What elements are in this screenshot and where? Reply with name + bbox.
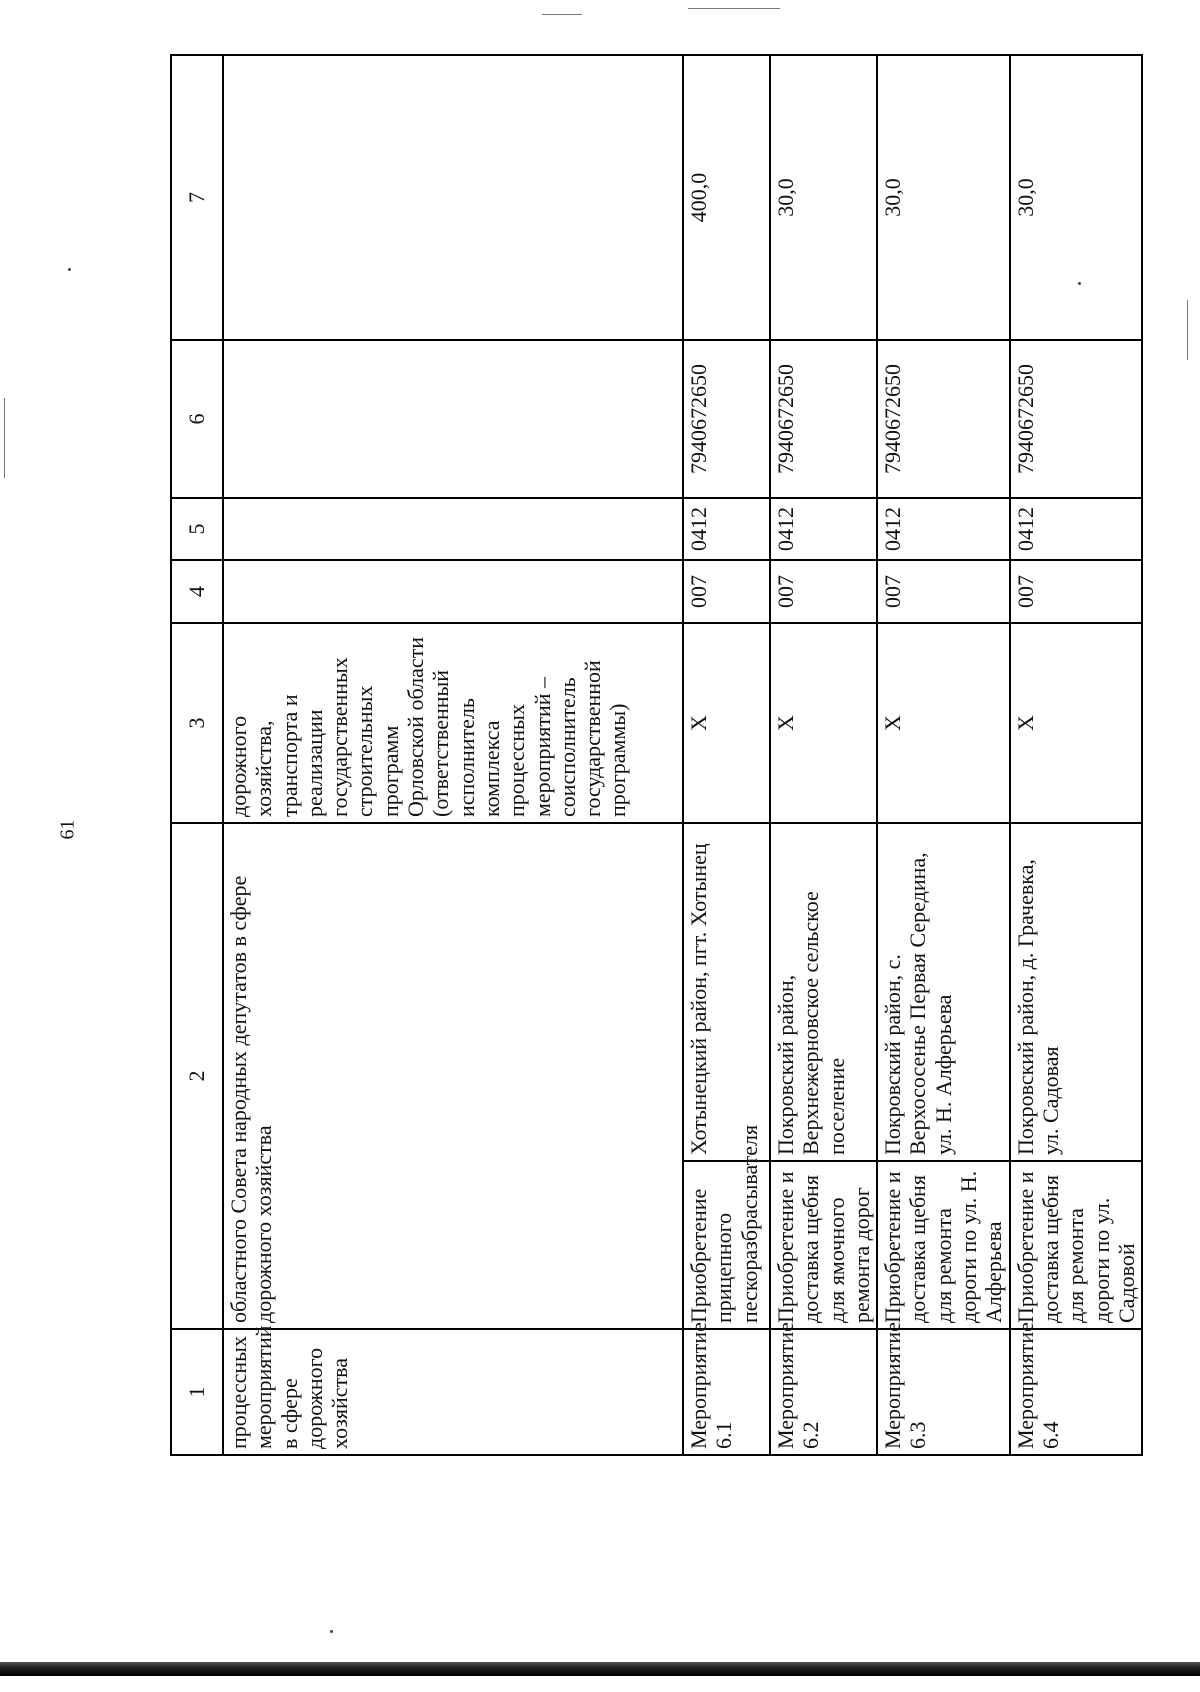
event-name: Приобретение и доставка щебня для ямочного ремонта дорог (770, 1161, 877, 1329)
event-grbs: 007 (877, 560, 1009, 623)
header-col-4: 4 (171, 560, 223, 623)
event-place: Покровский район, Верхнежерновское сельское поселение (770, 823, 877, 1161)
event-section: 0412 (1010, 498, 1142, 560)
scan-artifact (1187, 300, 1188, 360)
scan-artifact (4, 398, 5, 478)
scan-artifact (68, 268, 71, 271)
header-col-1: 1 (171, 1329, 223, 1455)
event-amount: 30,0 (1010, 55, 1142, 340)
event-target-article: 7940672650 (683, 340, 770, 498)
event-grbs: 007 (1010, 560, 1142, 623)
event-amount: 30,0 (877, 55, 1009, 340)
program-col3: дорожного хозяйства, транспорта и реализации государственных строительных программ Орловской области (ответственный исполнитель комплекса процессных мероприятий – соисполнитель государственной программы) (223, 623, 683, 823)
header-col-3: 3 (171, 623, 223, 823)
program-col5-empty (223, 498, 683, 560)
event-label: Мероприятие 6.4 (1010, 1329, 1142, 1455)
header-col-7: 7 (171, 55, 223, 340)
event-name: Приобретение и доставка щебня для ремонта дороги по ул. Садовой (1010, 1161, 1142, 1329)
event-grbs: 007 (770, 560, 877, 623)
event-place: Хотынецкий район, пгт. Хотынец (683, 823, 770, 1161)
program-row (223, 55, 683, 1547)
event-place: Покровский район, д. Грачевка, ул. Садовая (1010, 823, 1142, 1161)
event-name: Приобретение прицепного пескоразбрасывателя (683, 1161, 770, 1329)
event-executor: X (877, 623, 1009, 823)
header-col-5: 5 (171, 498, 223, 560)
budget-table (170, 54, 1143, 1548)
event-target-article: 7940672650 (770, 340, 877, 498)
event-place: Покровский район, с. Верхососенье Первая Середина, ул. Н. Алферьева (877, 823, 1009, 1161)
event-executor: X (1010, 623, 1142, 823)
event-executor: X (770, 623, 877, 823)
header-col-2: 2 (171, 823, 223, 1329)
event-amount: 400,0 (683, 55, 770, 340)
program-col1: процессных мероприятий в сфере дорожного хозяйства (223, 1329, 683, 1455)
event-label: Мероприятие 6.3 (877, 1329, 1009, 1455)
event-section: 0412 (683, 498, 770, 560)
event-label: Мероприятие 6.1 (683, 1329, 770, 1455)
event-section: 0412 (877, 498, 1009, 560)
scan-artifact (688, 8, 780, 9)
page-number: 61 (56, 819, 79, 840)
event-section: 0412 (770, 498, 877, 560)
scan-artifact (1078, 282, 1081, 285)
event-row (770, 55, 877, 1547)
event-target-article: 7940672650 (1010, 340, 1142, 498)
event-target-article: 7940672650 (877, 340, 1009, 498)
event-row (1010, 55, 1142, 1547)
scan-artifact (542, 14, 582, 15)
event-grbs: 007 (683, 560, 770, 623)
scan-edge-bar (0, 1662, 1200, 1676)
program-col2: областного Совета народных депутатов в сфере дорожного хозяйства (223, 823, 683, 1329)
scan-artifact (330, 1630, 333, 1633)
program-col6-empty (223, 340, 683, 498)
header-col-6: 6 (171, 340, 223, 498)
event-row (683, 55, 770, 1547)
rotated-table-sheet (170, 56, 1139, 1548)
event-row (877, 55, 1009, 1547)
header-row (171, 55, 223, 1547)
event-executor: X (683, 623, 770, 823)
event-amount: 30,0 (770, 55, 877, 340)
program-col4-empty (223, 560, 683, 623)
program-col7-empty (223, 55, 683, 340)
event-name: Приобретение и доставка щебня для ремонта дороги по ул. Н. Алферьева (877, 1161, 1009, 1329)
event-label: Мероприятие 6.2 (770, 1329, 877, 1455)
